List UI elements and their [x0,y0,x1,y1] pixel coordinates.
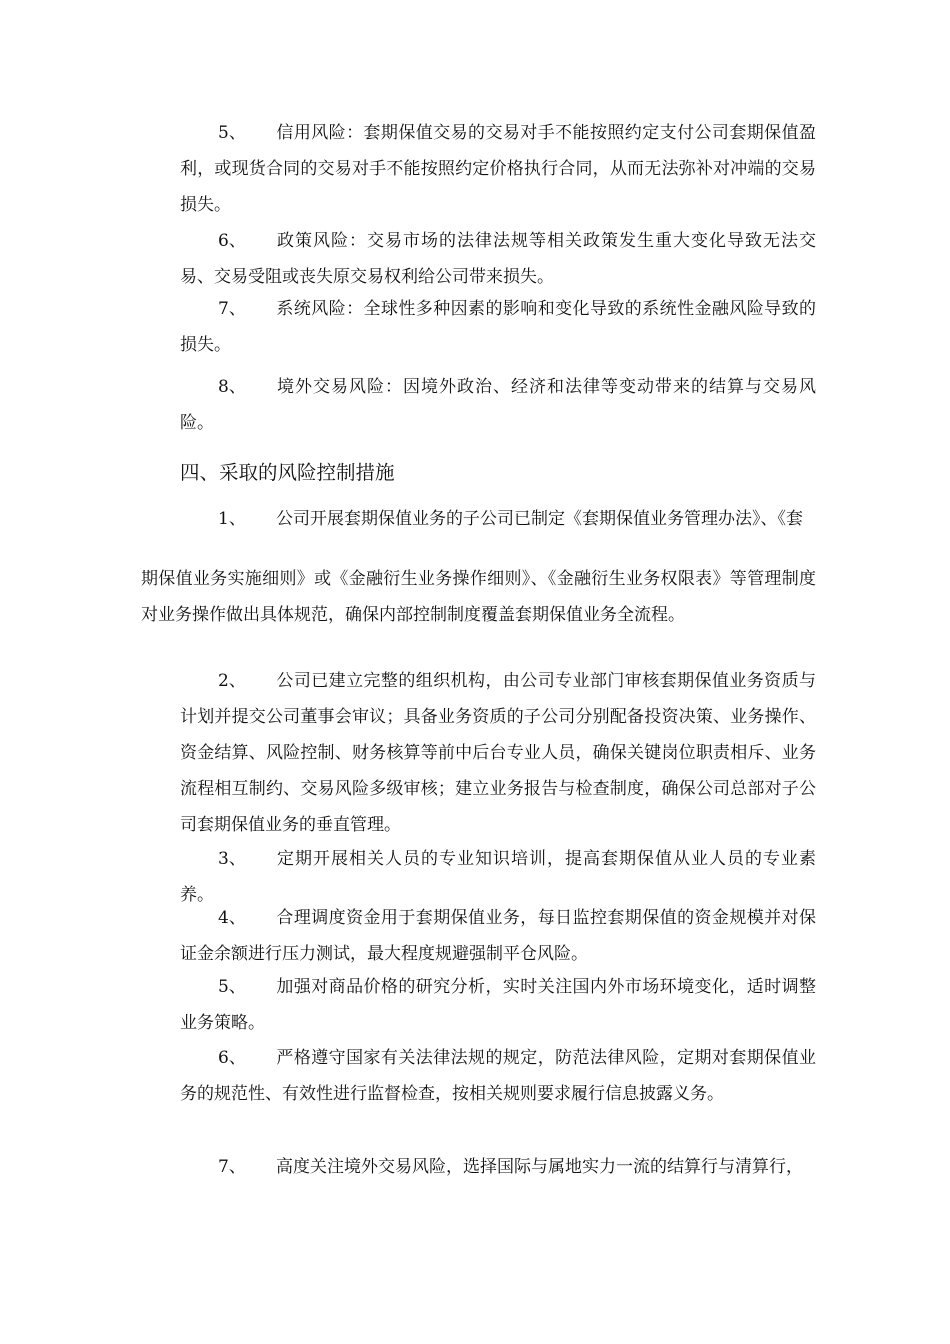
risk-item-number: 8、 [218,377,246,397]
risk-item-5 [180,115,816,223]
section-heading: 四、采取的风险控制措施 [180,461,395,484]
measure-item-text: 定期开展相关人员的专业知识培训，提高套期保值从业人员的专业素养。 [180,849,816,905]
risk-item-number: 6、 [218,231,246,251]
risk-item-7 [180,291,816,363]
risk-item-number: 7、 [218,299,246,319]
measure-item-1-continuation: 期保值业务实施细则》或《金融衍生业务操作细则》、《金融衍生业务权限表》等管理制度对业务操作做出具体规范，确保内部控制制度覆盖套期保值业务全流程。 [141,569,816,625]
risk-item-text: 信用风险：套期保值交易的交易对手不能按照约定支付公司套期保值盈利，或现货合同的交易对手不能按照约定价格执行合同，从而无法弥补对冲端的交易损失。 [180,123,816,215]
measure-item-7 [180,1149,816,1185]
risk-item-text: 系统风险：全球性多种因素的影响和变化导致的系统性金融风险导致的损失。 [180,299,816,355]
measure-item-1-first-line [180,501,816,537]
measure-item-text: 公司开展套期保值业务的子公司已制定《套期保值业务管理办法》、《套 [276,509,803,529]
risk-item-8 [180,369,816,441]
measure-item-text: 合理调度资金用于套期保值业务，每日监控套期保值的资金规模并对保证金余额进行压力测试，最大程度规避强制平仓风险。 [180,908,816,964]
risk-item-number: 5、 [218,123,246,143]
measure-item-number: 1、 [218,509,246,529]
measure-item-number: 2、 [218,671,246,691]
measure-item-number: 3、 [218,849,246,869]
measure-item-number: 5、 [218,977,246,997]
measure-item-number: 7、 [218,1157,246,1177]
risk-item-text: 境外交易风险：因境外政治、经济和法律等变动带来的结算与交易风险。 [180,377,816,433]
measure-item-text: 高度关注境外交易风险，选择国际与属地实力一流的结算行与清算行， [276,1157,803,1177]
risk-item-text: 政策风险：交易市场的法律法规等相关政策发生重大变化导致无法交易、交易受阻或丧失原交易权利给公司带来损失。 [180,231,816,287]
measure-item-6 [180,1040,816,1112]
measure-item-text: 严格遵守国家有关法律法规的规定，防范法律风险，定期对套期保值业务的规范性、有效性进行监督检查，按相关规则要求履行信息披露义务。 [180,1048,816,1104]
risk-item-6 [180,223,816,295]
measure-item-number: 6、 [218,1048,246,1068]
measure-item-4 [180,900,816,972]
measure-item-text: 公司已建立完整的组织机构，由公司专业部门审核套期保值业务资质与计划并提交公司董事会审议；具备业务资质的子公司分别配备投资决策、业务操作、资金结算、风险控制、财务核算等前中后台专业人员，确保关键岗位职责相斥、业务流程相互制约、交易风险多级审核；建立业务报告与检查制度，确保公司总部对子公司套期保值业务的垂直管理。 [180,671,816,835]
measure-item-2 [180,663,816,843]
measure-item-text: 加强对商品价格的研究分析，实时关注国内外市场环境变化，适时调整业务策略。 [180,977,816,1033]
measure-item-number: 4、 [218,908,246,928]
measure-item-5 [180,969,816,1041]
